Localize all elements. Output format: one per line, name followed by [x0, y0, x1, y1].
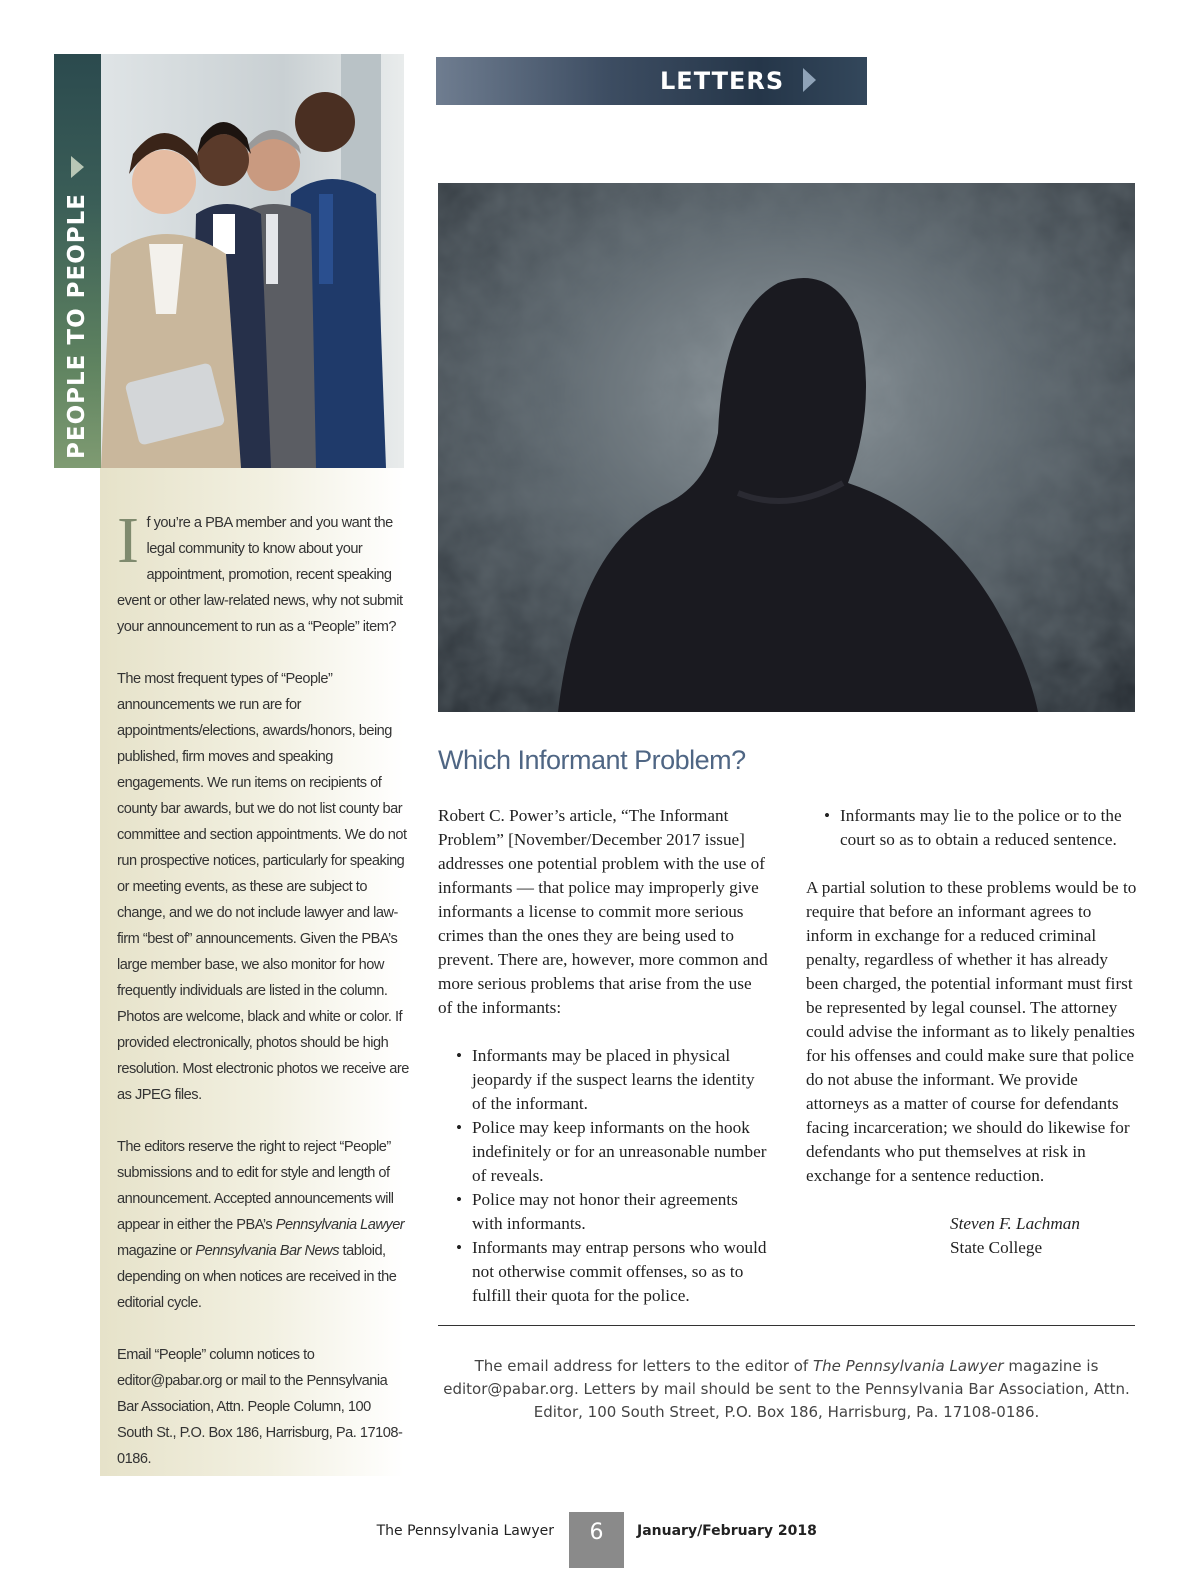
section-label: LETTERS	[660, 67, 785, 95]
sidebar-paragraph-3: The editors reserve the right to reject “People” submissions and to edit for style and length of announcement. Accepted announcements will appear in either the PBA’s Pennsylvania Lawyer magazine or Pennsylvania Bar News tabloid, depending on when notices are received in the editorial cycle.	[117, 1139, 405, 1311]
article-solution: A partial solution to these problems would be to require that before an informant agrees to inform in exchange for a reduced criminal penalty, regardless of whether it has already been charged, the potential informant must first be represented by legal counsel. The attorney could advise the informant as to likely penalties for his offenses and could make sure that police do not abuse the informant. We provide attorneys as a matter of course for defendants facing incarceration; we should do likewise for defendants who put themselves at risk in exchange for a sentence reduction.	[806, 878, 1137, 1185]
problem-list	[438, 1044, 770, 1308]
signature-place: State College	[950, 1238, 1043, 1257]
list-item: • Informants may lie to the police or to the court so as to obtain a reduced sentence.	[806, 804, 1138, 852]
magazine-title: The Pennsylvania Lawyer	[812, 1357, 1004, 1375]
people-to-people-tab	[54, 54, 101, 468]
sidebar-paragraph	[117, 504, 409, 640]
sidebar-section-title: PEOPLE TO PEOPLE	[64, 193, 90, 459]
letters-note: The email address for letters to the editor of The Pennsylvania Lawyer magazine is editor@pabar.org. Letters by mail should be sent to the Pennsylvania Bar Association, Attn. Editor, 100 South Street, P.O. Box 186, Harrisburg, Pa. 17108-0186.	[443, 1357, 1130, 1421]
page-footer	[0, 1512, 1200, 1552]
signature	[950, 1212, 1138, 1260]
hooded-figure-photo	[438, 183, 1135, 712]
issue-date: January/February 2018	[637, 1523, 817, 1539]
group-of-professionals-photo	[101, 54, 404, 468]
magazine-title: Pennsylvania Lawyer	[275, 1217, 405, 1233]
list-item: • Informants may be placed in physical jeopardy if the suspect learns the identity of the informant.	[438, 1044, 770, 1116]
article-headline: Which Informant Problem?	[438, 745, 746, 775]
tabloid-title: Pennsylvania Bar News	[195, 1243, 339, 1259]
sidebar-paragraph-2: The most frequent types of “People” announcements we run are for appointments/elections, awards/honors, being published, firm moves and speaking engagements. We run items on recipients of county bar awards, but we do not list county bar committee and section appointments. We do not run prospective notices, particularly for speaking or meeting events, as these are subject to change, and we do not include lawyer and law-firm “best of” announcements. Given the PBA’s large member base, we also monitor for how frequently individuals are listed in the column. Photos are welcome, black and white or color. If provided electronically, photos should be high resolution. Most electronic photos we receive are as JPEG files.	[117, 671, 409, 1103]
article-column-1	[438, 804, 770, 1308]
problem-list-continued	[806, 804, 1138, 852]
list-item: • Police may keep informants on the hook indefinitely or for an unreasonable number of reveals.	[438, 1116, 770, 1188]
article-intro: Robert C. Power’s article, “The Informant Problem” [November/December 2017 issue] addresses one potential problem with the use of informants — that police may improperly give informants a license to commit more serious crimes than the ones they are being used to prevent. There are, however, more common and more serious problems that arise from the use of the informants:	[438, 806, 768, 1017]
triangle-right-icon	[71, 156, 84, 178]
sidebar-paragraph-1: f you’re a PBA member and you want the legal community to know about your appointment, promotion, recent speaking event or other law-related news, why not submit your announcement to run as a “People” item?	[117, 515, 403, 635]
page-number: 6	[569, 1512, 624, 1568]
divider	[438, 1325, 1135, 1326]
publication-name: The Pennsylvania Lawyer	[376, 1523, 554, 1539]
sidebar-text	[117, 504, 409, 1498]
article-column-2	[806, 804, 1138, 1260]
triangle-right-icon	[803, 68, 816, 92]
list-item: • Informants may entrap persons who would not otherwise commit offenses, so as to fulfill their quota for the police.	[438, 1236, 770, 1308]
drop-cap: I	[117, 504, 139, 577]
signature-name: Steven F. Lachman	[950, 1214, 1080, 1233]
list-item: • Police may not honor their agreements with informants.	[438, 1188, 770, 1236]
sidebar-paragraph-4: Email “People” column notices to editor@pabar.org or mail to the Pennsylvania Bar Association, Attn. People Column, 100 South St., P.O. Box 186, Harrisburg, Pa. 17108-0186.	[117, 1347, 403, 1467]
